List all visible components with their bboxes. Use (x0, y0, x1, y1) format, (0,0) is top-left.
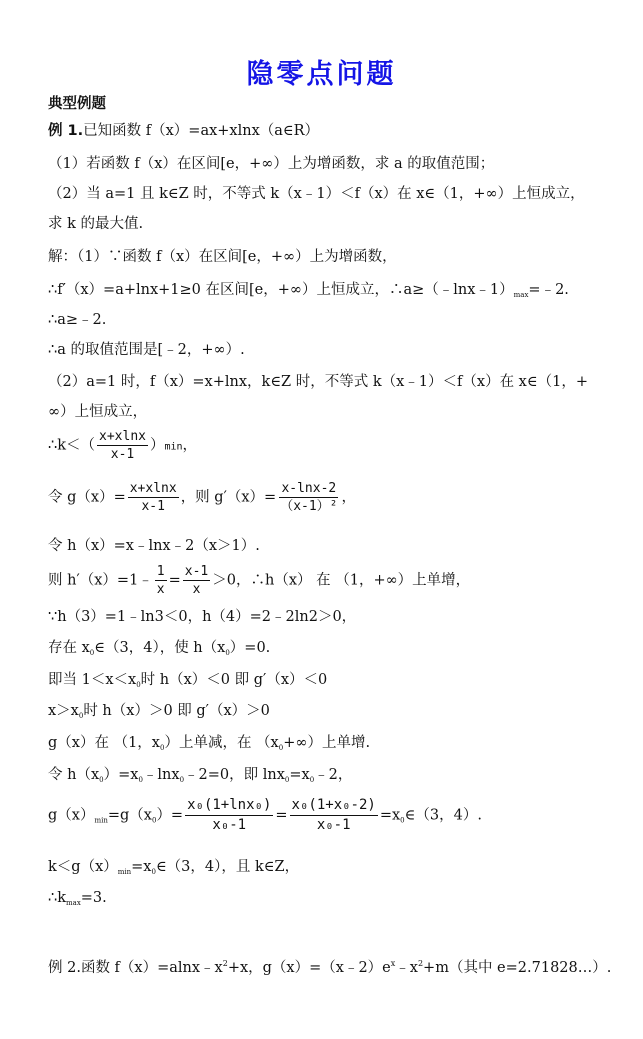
fraction: $\frac{x-\ln x-2}{\text{（x-1）²}}$ (280, 481, 338, 514)
example-1-statement: 例 1.已知函数 f（x）=ax+xlnx（a∈R） (48, 123, 320, 139)
solution-line-12: 存在 $x_0\in(3$，4），使 $h(x_0)=0$. (48, 640, 271, 657)
fraction: $\frac{x+xlnx}{x-1}$ (99, 429, 146, 462)
solution-line-17: $g(x)_{min}=g(x_0)=$ $\frac{\text{x₀(1+lnx₀)}}{\text{x₀-1}}$ = $\frac{\text{x₀(1+x₀-2)}}{\text{x₀-1}}$ $=x_0\in(3$，4）. (48, 797, 482, 833)
solution-line-11: ∵h（3）=1﹣ln3＜0，h（4）=2﹣2ln2＞0， (48, 609, 357, 625)
solution-line-2: ∴f′（x）=a+lnx+1≥0 在区间[e，+∞）上恒成立，$\therefore a\ge(﹣\ln x﹣1)_{max}=﹣2$. (48, 282, 569, 299)
solution-line-4: ∴a 的取值范围是[﹣2，+∞）. (48, 342, 245, 358)
fraction: $\frac{x+xlnx}{x-1}$ (129, 481, 177, 514)
section-heading: 典型例题 (48, 96, 106, 112)
solution-line-14: $x>x_0$时 h（x）＞0 即 g′（x）＞0 (48, 703, 270, 720)
solution-line-7: ∴k＜（ $\frac{x+xlnx}{x-1}$ ）min， (48, 429, 198, 462)
example-1-label: 例 1. (48, 123, 84, 139)
question-2-line-1: （2）当 a=1 且 k∈Z 时，不等式 k（x﹣1）＜f（x）在 x∈（1，+∞）上恒成立， (48, 186, 585, 202)
solution-line-19: $\therefore k_{max}=3$. (48, 890, 107, 907)
solution-line-6: ∞）上恒成立， (48, 404, 148, 420)
solution-line-10: 则 h′（x）=1﹣ $\frac{1}{x}$ = $\frac{x-1}{x}$ ＞0，∴h（x） 在 （1，+∞）上单增， (48, 564, 471, 597)
solution-line-16: 令 $h(x_0)=x_0﹣\ln x_0﹣2=0$，即 $\ln x_0=x_0﹣2$， (48, 767, 353, 784)
example-2-statement: 例 2.函数 $f(x)=alnx﹣x^2+x$，$g(x)=(x﹣2)e^x﹣x^2+m$（其中 e=2.71828…）. (48, 959, 612, 976)
fraction: $\frac{x-1}{x}$ (184, 564, 209, 597)
solution-line-3: ∴a≥﹣2. (48, 312, 107, 328)
question-1: （1）若函数 f（x）在区间[e，+∞）上为增函数，求 a 的取值范围； (48, 156, 495, 172)
solution-line-9: 令 h（x）=x﹣lnx﹣2（x＞1）. (48, 538, 260, 554)
fraction: $\frac{\text{x₀(1+x₀-2)}}{\text{x₀-1}}$ (291, 797, 376, 833)
page-title: 隐零点问题 (246, 59, 397, 90)
solution-line-15: g（x）在 （1，$x_0$）上单减，在 $(x_0+\infty)$上单增. (48, 735, 371, 752)
fraction: $\frac{1}{x}$ (156, 564, 165, 597)
solution-line-5: （2）a=1 时，f（x）=x+lnx，k∈Z 时，不等式 k（x﹣1）＜f（x）在 x∈（1，+ (48, 374, 588, 390)
solution-line-1: 解：（1）∵函数 f（x）在区间[e，+∞）上为增函数， (48, 249, 397, 265)
solution-line-13: 即当 $1<x<x_0$时 h（x）＜0 即 g′（x）＜0 (48, 672, 328, 689)
solution-line-18: $k<g(x)_{min}=x_0\in(3$，4），且 k∈Z， (48, 859, 300, 876)
question-2-line-2: 求 k 的最大值. (48, 216, 144, 232)
fraction: $\frac{\text{x₀(1+lnx₀)}}{\text{x₀-1}}$ (187, 797, 272, 833)
solution-line-8: 令 g（x）= $\frac{x+xlnx}{x-1}$ ，则 g′（x）= $\frac{x-\ln x-2}{\text{（x-1）²}}$ ， (48, 481, 357, 514)
